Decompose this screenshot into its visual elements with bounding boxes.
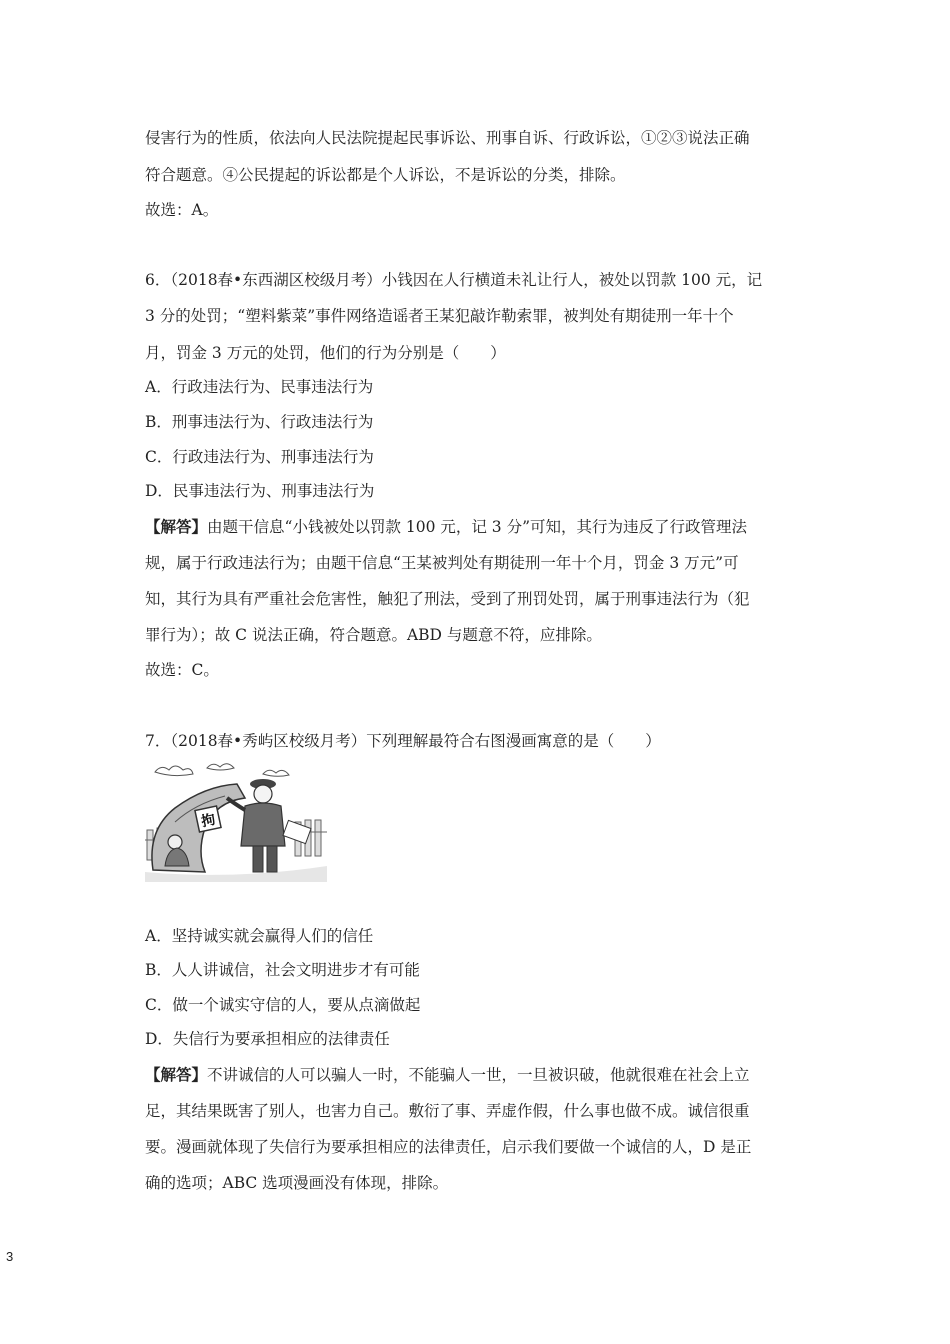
text-line: 侵害行为的性质，依法向人民法院提起民事诉讼、刑事自诉、行政诉讼，①②③说法正确 [145, 129, 750, 147]
question-6-stem: 月，罚金 3 万元的处罚，他们的行为分别是（ ） [145, 344, 506, 362]
question-7-answer: 足，其结果既害了别人，也害力自己。敷衍了事、弄虚作假，什么事也做不成。诚信很重 [145, 1102, 750, 1120]
question-6-option-b: B．刑事违法行为、行政违法行为 [145, 413, 374, 431]
question-6-answer: 知，其行为具有严重社会危害性，触犯了刑法，受到了刑罚处罚，属于刑事违法行为（犯 [145, 590, 750, 608]
question-6-stem: 3 分的处罚；“塑料紫菜”事件网络造谣者王某犯敲诈勒索罪，被判处有期徒刑一年十个 [145, 307, 734, 325]
question-7-option-b: B．人人讲诚信，社会文明进步才有可能 [145, 961, 420, 979]
cartoon-sign-text: 拘 [199, 811, 217, 831]
answer-text: 不讲诚信的人可以骗人一时，不能骗人一世，一旦被识破，他就很难在社会上立 [207, 1066, 750, 1084]
text-line: 符合题意。④公民提起的诉讼都是个人诉讼，不是诉讼的分类，排除。 [145, 166, 626, 184]
question-6-option-a: A．行政违法行为、民事违法行为 [145, 378, 374, 396]
question-7-option-d: D．失信行为要承担相应的法律责任 [145, 1030, 390, 1048]
question-6-stem: 6．（2018春•东西湖区校级月考）小钱因在人行横道未礼让行人，被处以罚款 100 元，记 [145, 271, 763, 289]
question-7-answer: 确的选项；ABC 选项漫画没有体现，排除。 [145, 1174, 449, 1192]
question-6-answer: 规，属于行政违法行为；由题干信息“王某被判处有期徒刑一年十个月，罚金 3 万元”可 [145, 554, 739, 572]
question-6-option-d: D．民事违法行为、刑事违法行为 [145, 482, 375, 500]
answer-text: 由题干信息“小钱被处以罚款 100 元，记 3 分”可知，其行为违反了行政管理法 [207, 518, 748, 536]
question-7-answer: 要。漫画就体现了失信行为要承担相应的法律责任，启示我们要做一个诚信的人，D 是正 [145, 1138, 752, 1156]
question-7-option-a: A．坚持诚实就会赢得人们的信任 [145, 927, 374, 945]
question-6-option-c: C．行政违法行为、刑事违法行为 [145, 448, 374, 466]
question-7-answer [145, 1065, 750, 1085]
answer-result: 故选：A。 [145, 201, 219, 219]
cartoon-illustration [145, 762, 327, 882]
page-number: 3 [6, 1249, 14, 1264]
question-6-answer [145, 517, 747, 537]
question-7-option-c: C．做一个诚实守信的人，要从点滴做起 [145, 996, 421, 1014]
answer-tag: 【解答】 [145, 517, 208, 536]
question-7-stem: 7．（2018春•秀屿区校级月考）下列理解最符合右图漫画寓意的是（ ） [145, 732, 661, 750]
answer-result: 故选：C。 [145, 661, 219, 679]
question-6-answer: 罪行为）；故 C 说法正确，符合题意。ABD 与题意不符，应排除。 [145, 626, 602, 644]
answer-tag: 【解答】 [145, 1065, 208, 1084]
